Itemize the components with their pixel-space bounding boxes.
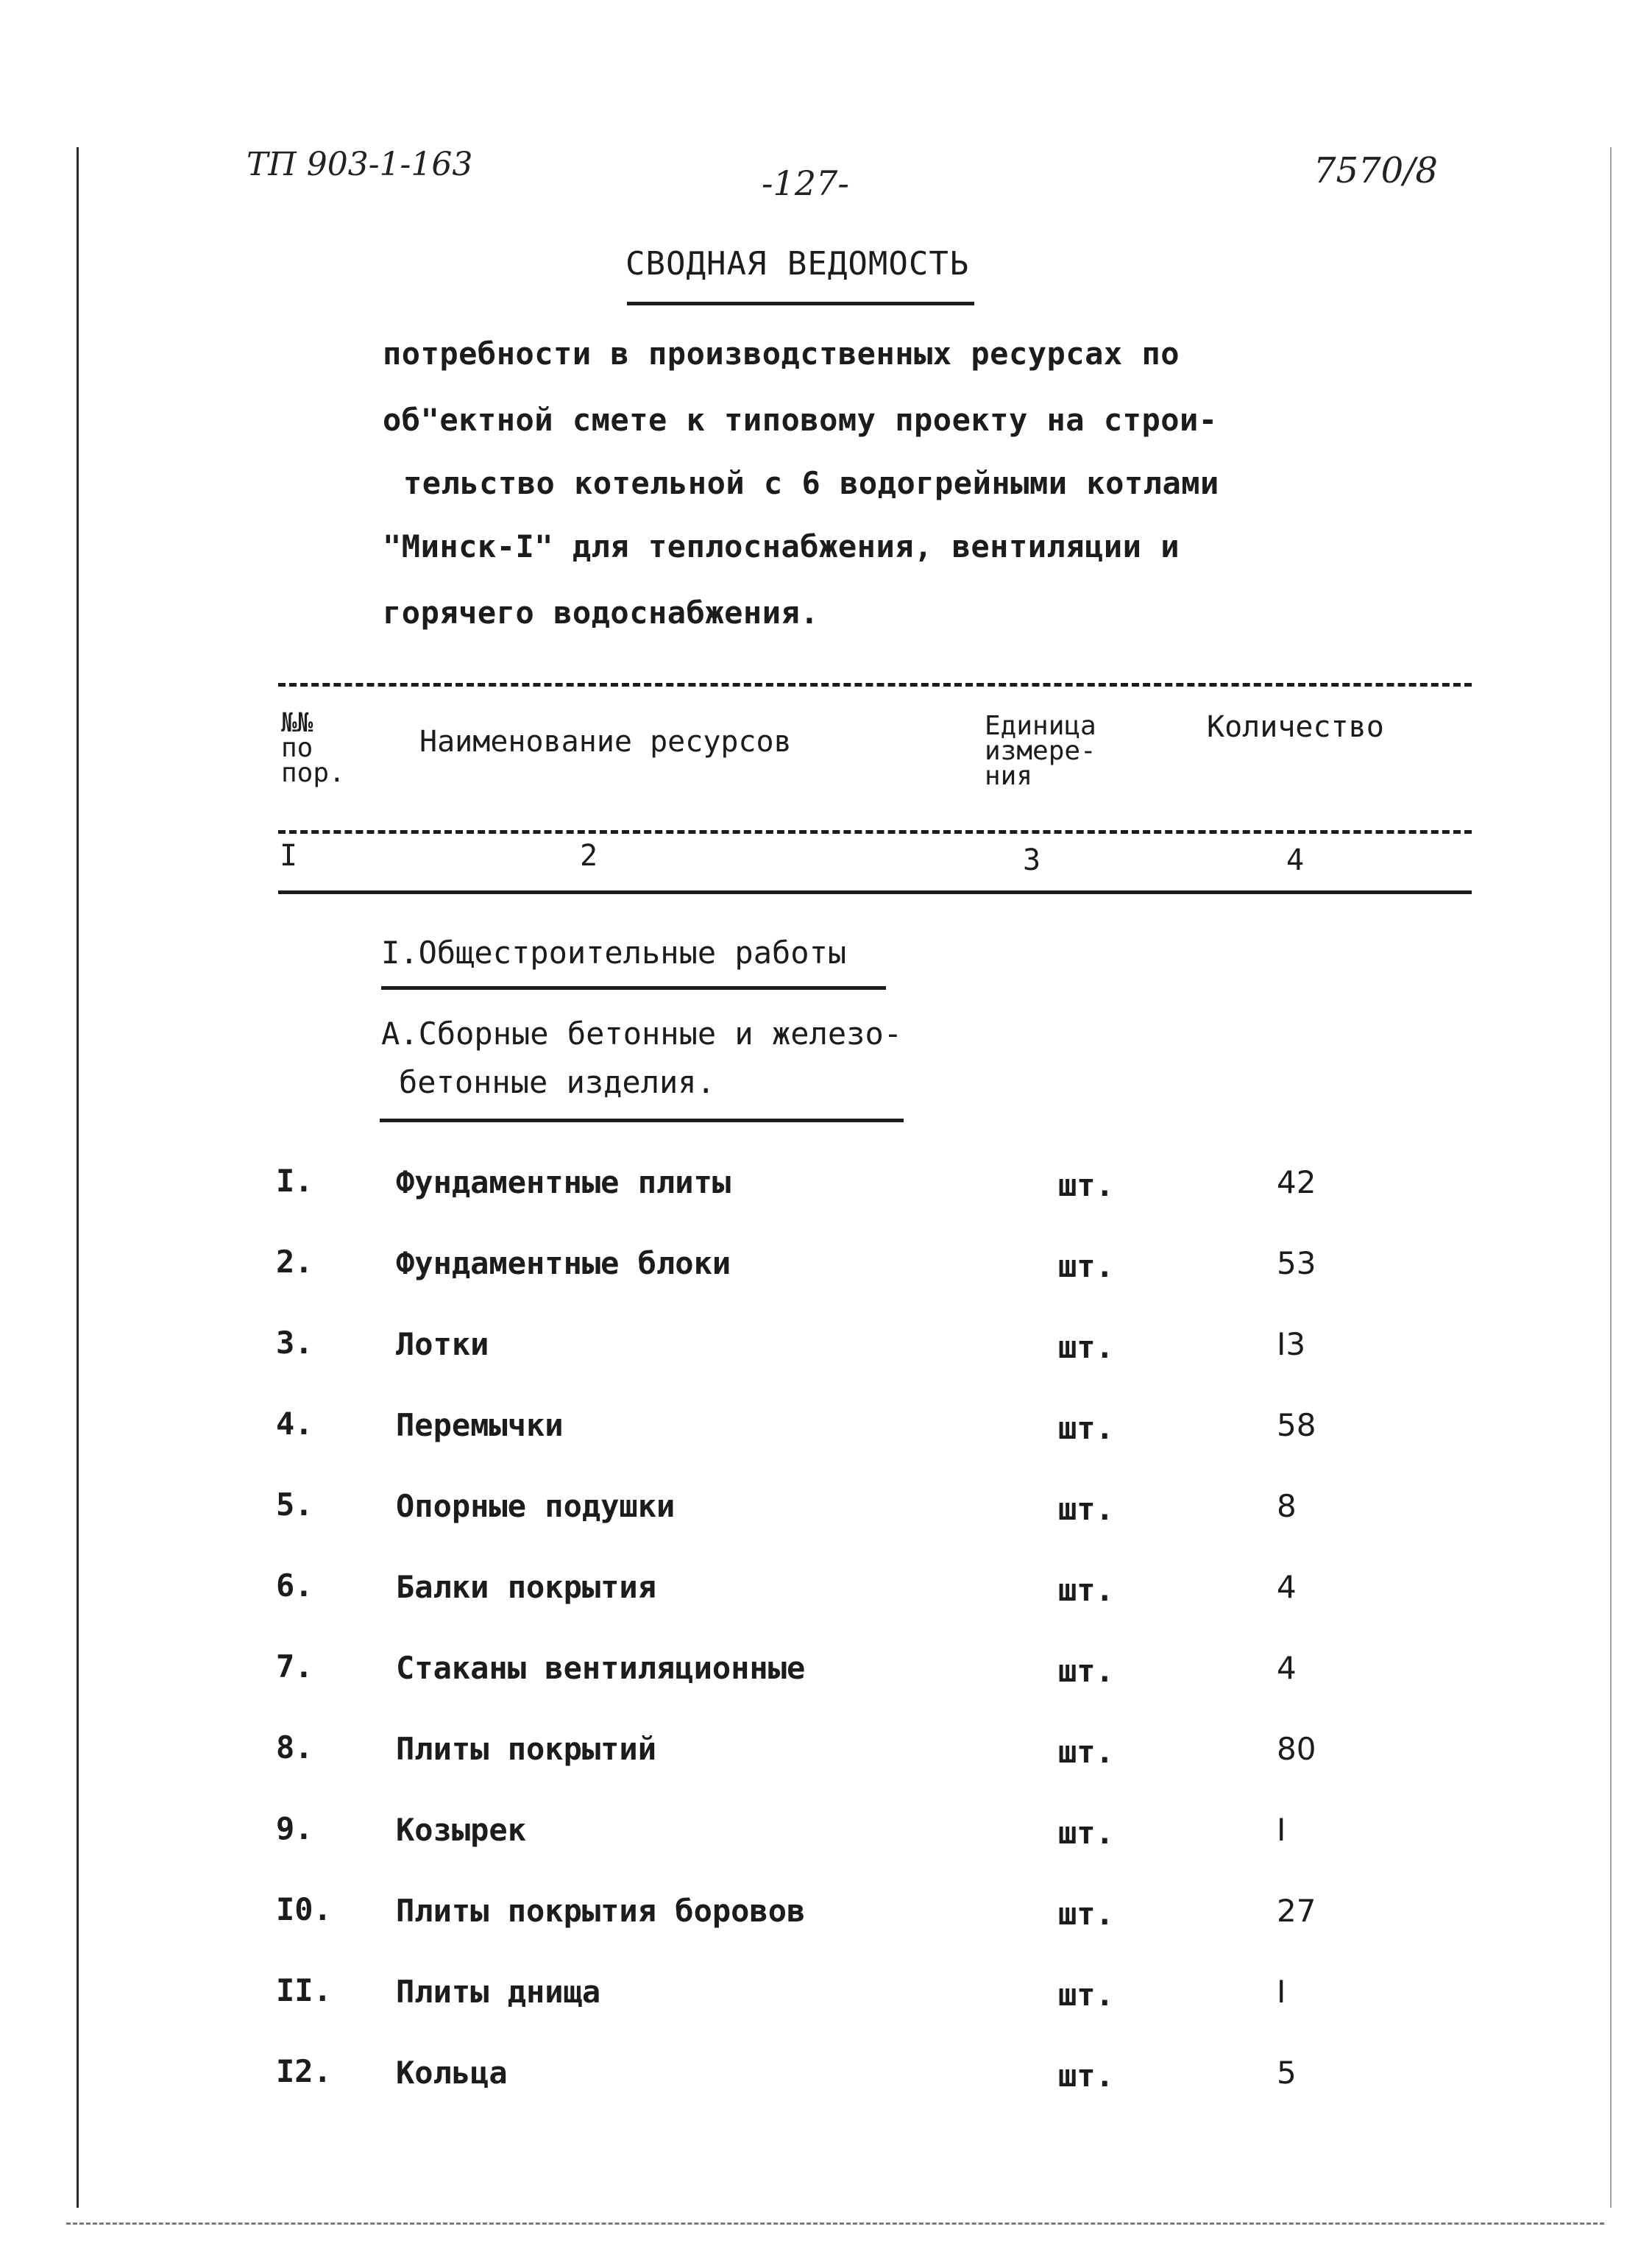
header-unit-line: Единица (985, 711, 1096, 741)
description-line: горячего водоснабжения. (383, 595, 820, 631)
subsection-line: А.Сборные бетонные и железо- (381, 1016, 903, 1052)
title-underline (627, 302, 974, 305)
header-num-line: №№ (281, 708, 313, 738)
row-number: 8. (276, 1729, 313, 1765)
description-line: об"ектной смете к типовому проекту на строи- (383, 402, 1218, 438)
section-title: I.Общестроительные работы (381, 935, 847, 971)
header-unit-col (985, 711, 1096, 791)
row-name: Балки покрытия (396, 1569, 657, 1605)
document-code: ТП 903-1-163 (247, 146, 473, 183)
left-margin-line (77, 147, 79, 2208)
row-unit: шт. (1058, 1977, 1114, 2013)
row-quantity: 4 (1277, 1569, 1297, 1605)
row-quantity: 53 (1277, 1245, 1316, 1281)
bottom-margin-line (66, 2222, 1604, 2226)
row-unit: шт. (1058, 1167, 1114, 1203)
row-number: 2. (276, 1244, 313, 1280)
row-name: Фундаментные блоки (396, 1245, 731, 1281)
row-number: 7. (276, 1648, 313, 1685)
row-unit: шт. (1058, 2058, 1114, 2094)
header-separator-rule (278, 830, 1472, 834)
header-num-col (281, 708, 345, 788)
row-quantity: I (1277, 1812, 1286, 1848)
description-line: тельство котельной с 6 водогрейными котлами (403, 465, 1219, 501)
row-unit: шт. (1058, 1653, 1114, 1689)
row-number: II. (276, 1972, 332, 2008)
row-unit: шт. (1058, 1734, 1114, 1770)
header-num-line: пор. (281, 758, 345, 788)
row-quantity: 42 (1277, 1164, 1316, 1200)
header-unit-line: ния (985, 761, 1033, 791)
subsection-line: бетонные изделия. (399, 1064, 715, 1100)
row-number: I2. (276, 2053, 332, 2089)
row-number: I0. (276, 1891, 332, 1927)
row-quantity: 58 (1277, 1407, 1316, 1443)
row-quantity: 8 (1277, 1488, 1297, 1524)
column-number-3: 3 (1023, 843, 1041, 877)
header-unit-line: измере- (985, 736, 1096, 766)
row-quantity: 5 (1277, 2055, 1297, 2091)
row-name: Фундаментные плиты (396, 1164, 731, 1200)
row-unit: шт. (1058, 1248, 1114, 1284)
page-number: -127- (762, 163, 849, 203)
subsection-underline (380, 1119, 904, 1122)
table-top-rule (278, 683, 1472, 687)
row-quantity: 4 (1277, 1650, 1297, 1686)
row-quantity: 27 (1277, 1893, 1316, 1929)
document-title: СВОДНАЯ ВЕДОМОСТЬ (625, 245, 970, 283)
row-quantity: I (1277, 1974, 1286, 2010)
header-num-line: по (281, 733, 313, 763)
row-number: I. (276, 1163, 313, 1199)
row-name: Плиты покрытий (396, 1731, 657, 1767)
description-line: "Минск-I" для теплоснабжения, вентиляции и (383, 528, 1180, 564)
column-number-2: 2 (580, 839, 598, 873)
description-line: потребности в производственных ресурсах по (383, 336, 1180, 372)
row-number: 5. (276, 1487, 313, 1523)
row-name: Кольца (396, 2055, 508, 2091)
row-name: Стаканы вентиляционные (396, 1650, 806, 1686)
row-number: 6. (276, 1568, 313, 1604)
row-name: Плиты днища (396, 1974, 601, 2010)
sheet-number: 7570/8 (1314, 150, 1438, 191)
row-name: Опорные подушки (396, 1488, 676, 1524)
row-name: Лотки (396, 1326, 489, 1362)
row-unit: шт. (1058, 1896, 1114, 1932)
row-unit: шт. (1058, 1329, 1114, 1365)
header-bottom-rule (278, 890, 1472, 894)
section-underline (381, 986, 886, 990)
row-unit: шт. (1058, 1410, 1114, 1446)
row-quantity: 80 (1277, 1731, 1316, 1767)
row-unit: шт. (1058, 1491, 1114, 1527)
row-number: 4. (276, 1406, 313, 1442)
row-quantity: I3 (1277, 1326, 1306, 1362)
row-name: Плиты покрытия боровов (396, 1893, 806, 1929)
row-number: 3. (276, 1325, 313, 1361)
row-name: Перемычки (396, 1407, 564, 1443)
right-margin-line (1610, 147, 1612, 2208)
row-name: Козырек (396, 1812, 527, 1848)
row-number: 9. (276, 1810, 313, 1846)
column-number-4: 4 (1286, 843, 1305, 877)
row-unit: шт. (1058, 1815, 1114, 1851)
header-qty-col: Количество (1207, 710, 1384, 744)
row-unit: шт. (1058, 1572, 1114, 1608)
column-number-1: I (280, 839, 298, 873)
header-name-col: Наименование ресурсов (419, 725, 792, 759)
